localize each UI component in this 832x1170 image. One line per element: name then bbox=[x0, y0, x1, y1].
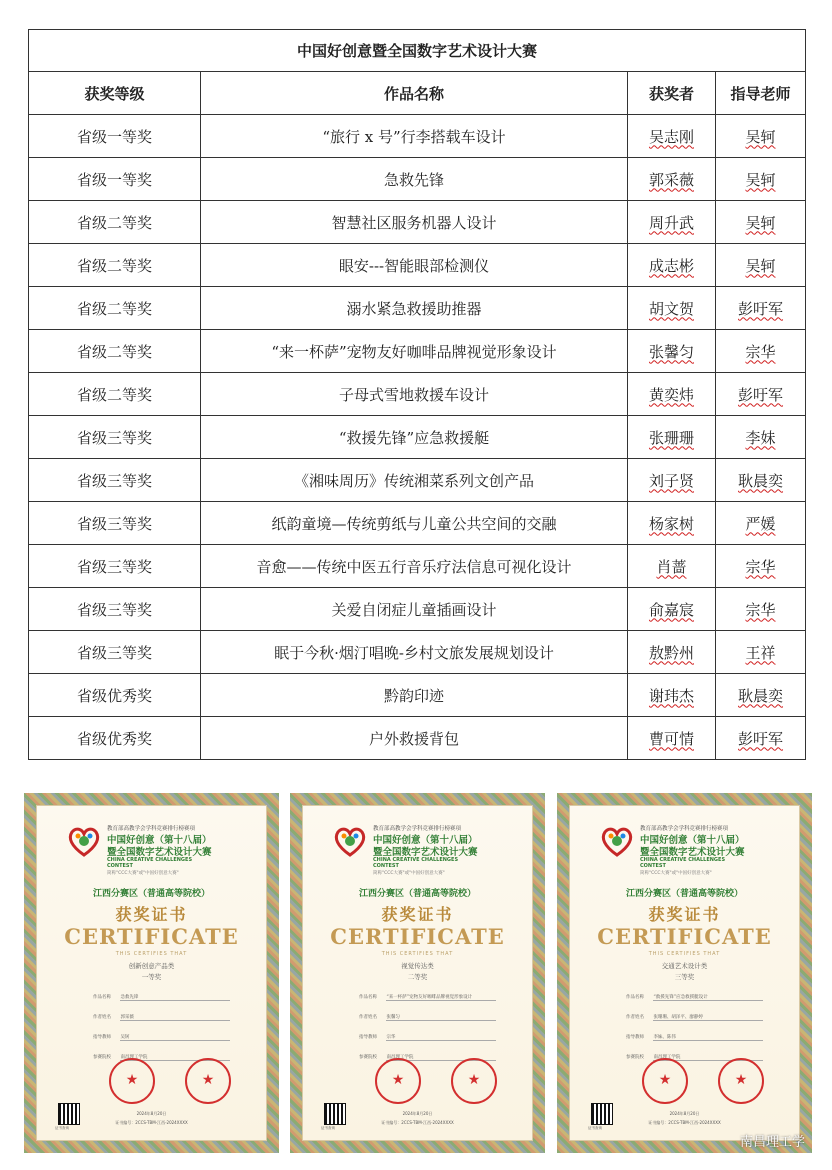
table-row bbox=[29, 201, 806, 244]
contest-name: 中国好创意（第十八届） bbox=[640, 835, 745, 846]
award-level-text: 省级三等奖 bbox=[76, 471, 152, 490]
certificate-title-cn: 获奖证书 bbox=[381, 905, 454, 924]
certificate-body bbox=[302, 805, 533, 1141]
award-level-text: 省级一等奖 bbox=[76, 127, 152, 146]
winner-text: 黄奕炜 bbox=[648, 385, 694, 404]
official-seal-icon: ★ bbox=[375, 1058, 421, 1104]
work-title-text: 子母式雪地救援车设计 bbox=[338, 385, 489, 404]
work-title-text: 户外救援背包 bbox=[368, 729, 459, 748]
work-title-cell bbox=[201, 459, 628, 502]
work-title-cell bbox=[201, 373, 628, 416]
winner-cell bbox=[628, 416, 716, 459]
award-level-text: 省级三等奖 bbox=[76, 600, 152, 619]
certifies-line: THIS CERTIFIES THAT bbox=[381, 951, 454, 957]
work-title-cell bbox=[201, 158, 628, 201]
organizer-line: 教育部高教学会学科竞赛排行榜赛项 bbox=[107, 826, 196, 832]
field-label: 作者姓名 bbox=[626, 1015, 644, 1020]
work-title-text: 溺水紧急救援助推器 bbox=[346, 299, 482, 318]
work-title-cell bbox=[201, 416, 628, 459]
certificate-field bbox=[359, 1034, 496, 1041]
award-level-text: 省级二等奖 bbox=[76, 256, 152, 275]
advisor-cell bbox=[716, 631, 806, 674]
award-level-text: 省级优秀奖 bbox=[76, 729, 152, 748]
award-level-text: 省级三等奖 bbox=[76, 643, 152, 662]
award-level-cell bbox=[29, 115, 201, 158]
qr-label: 证书查询 bbox=[321, 1126, 335, 1130]
award-level-text: 省级二等奖 bbox=[76, 385, 152, 404]
field-value: 宗华 bbox=[386, 1034, 496, 1041]
field-label: 作品名称 bbox=[626, 995, 644, 1000]
certificate-field bbox=[93, 1014, 230, 1021]
winner-text: 俞嘉宸 bbox=[648, 600, 694, 619]
winner-cell bbox=[628, 459, 716, 502]
advisor-text: 彭吁军 bbox=[738, 299, 784, 318]
advisor-text: 宗华 bbox=[745, 600, 776, 619]
work-title-text: “来一杯萨”宠物友好咖啡品牌视觉形象设计 bbox=[271, 342, 557, 361]
work-title-cell bbox=[201, 545, 628, 588]
table-row bbox=[29, 115, 806, 158]
award-level: 二等奖 bbox=[407, 973, 428, 981]
award-level-cell bbox=[29, 330, 201, 373]
official-seal-icon: ★ bbox=[109, 1058, 155, 1104]
contest-alias: 简称"CCC大赛"或"中国好创意大赛" bbox=[640, 871, 712, 876]
winner-text: 敖黔州 bbox=[648, 643, 694, 662]
field-value: 郭采薇 bbox=[120, 1014, 230, 1021]
column-header: 获奖者 bbox=[628, 72, 716, 115]
table-row bbox=[29, 545, 806, 588]
winner-cell bbox=[628, 674, 716, 717]
award-level-cell bbox=[29, 416, 201, 459]
certificate-title-cn: 获奖证书 bbox=[115, 905, 188, 924]
winner-cell bbox=[628, 201, 716, 244]
advisor-text: 吴轲 bbox=[745, 256, 776, 275]
winner-cell bbox=[628, 502, 716, 545]
winner-text: 曹可情 bbox=[648, 729, 694, 748]
official-seal-icon: ★ bbox=[451, 1058, 497, 1104]
award-level-cell bbox=[29, 459, 201, 502]
award-level-text: 省级二等奖 bbox=[76, 342, 152, 361]
advisor-text: 耿晨奕 bbox=[738, 471, 784, 490]
advisor-cell bbox=[716, 416, 806, 459]
contest-name-2: 暨全国数字艺术设计大赛 bbox=[640, 847, 745, 858]
table-row bbox=[29, 717, 806, 760]
table-row bbox=[29, 416, 806, 459]
field-value: 张珊珊、胡泽平、廖静婷 bbox=[653, 1014, 763, 1021]
award-level-text: 省级三等奖 bbox=[76, 428, 152, 447]
certificate-title-en: CERTIFICATE bbox=[597, 924, 772, 949]
advisor-cell bbox=[716, 459, 806, 502]
field-label: 指导教师 bbox=[359, 1035, 377, 1040]
advisor-text: 宗华 bbox=[745, 557, 776, 576]
contest-name-en: CHINA CREATIVE CHALLENGES CONTEST bbox=[640, 857, 726, 869]
field-label: 参赛院校 bbox=[93, 1055, 111, 1060]
certificate-field bbox=[626, 1034, 763, 1041]
certificate-field bbox=[93, 1034, 230, 1041]
advisor-text: 严媛 bbox=[745, 514, 776, 533]
winner-cell bbox=[628, 244, 716, 287]
advisor-cell bbox=[716, 158, 806, 201]
official-seal-icon: ★ bbox=[185, 1058, 231, 1104]
field-label: 参赛院校 bbox=[626, 1055, 644, 1060]
advisor-cell bbox=[716, 502, 806, 545]
contest-name: 中国好创意（第十八届） bbox=[107, 835, 212, 846]
certificate-card bbox=[24, 793, 279, 1153]
field-value: “救援先锋”应急救援艇设计 bbox=[653, 994, 763, 1001]
certificate-field bbox=[359, 994, 496, 1001]
advisor-text: 耿晨奕 bbox=[738, 686, 784, 705]
field-label: 指导教师 bbox=[93, 1035, 111, 1040]
work-title-text: 纸韵童境—传统剪纸与儿童公共空间的交融 bbox=[271, 514, 557, 533]
award-level: 三等奖 bbox=[674, 973, 695, 981]
certificate-field bbox=[93, 994, 230, 1001]
certificate-field bbox=[359, 1014, 496, 1021]
qr-label: 证书查询 bbox=[55, 1126, 69, 1130]
award-level-cell bbox=[29, 717, 201, 760]
certificate-card bbox=[557, 793, 812, 1153]
award-level-cell bbox=[29, 244, 201, 287]
table-row bbox=[29, 244, 806, 287]
contest-name: 中国好创意（第十八届） bbox=[373, 835, 478, 846]
work-title-cell bbox=[201, 201, 628, 244]
advisor-cell bbox=[716, 588, 806, 631]
organizer-line: 教育部高教学会学科竞赛排行榜赛项 bbox=[373, 826, 462, 832]
field-label: 作品名称 bbox=[93, 995, 111, 1000]
column-header: 指导老师 bbox=[716, 72, 806, 115]
division-label: 江西分赛区（普通高等院校） bbox=[358, 889, 476, 899]
advisor-cell bbox=[716, 674, 806, 717]
winner-text: 吴志刚 bbox=[648, 127, 694, 146]
certificate-body bbox=[569, 805, 800, 1141]
winner-cell bbox=[628, 588, 716, 631]
work-title-text: 音愈——传统中医五行音乐疗法信息可视化设计 bbox=[256, 557, 572, 576]
work-title-cell bbox=[201, 717, 628, 760]
field-value: 南昌理工学院 bbox=[653, 1054, 763, 1061]
advisor-cell bbox=[716, 330, 806, 373]
certificate-body bbox=[36, 805, 267, 1141]
field-label: 作品名称 bbox=[359, 995, 377, 1000]
work-title-text: 关爱自闭症儿童插画设计 bbox=[331, 600, 497, 619]
award-level-cell bbox=[29, 631, 201, 674]
award-level-cell bbox=[29, 545, 201, 588]
field-value: 吴轲 bbox=[120, 1034, 230, 1041]
winner-text: 张馨匀 bbox=[648, 342, 694, 361]
work-title-text: 眼安---智能眼部检测仪 bbox=[338, 256, 490, 275]
winner-cell bbox=[628, 115, 716, 158]
advisor-text: 吴轲 bbox=[745, 213, 776, 232]
winner-text: 张珊珊 bbox=[648, 428, 694, 447]
table-row bbox=[29, 502, 806, 545]
table-row bbox=[29, 158, 806, 201]
certificate-field bbox=[626, 1014, 763, 1021]
contest-alias: 简称"CCC大赛"或"中国好创意大赛" bbox=[373, 871, 445, 876]
winner-cell bbox=[628, 330, 716, 373]
winner-cell bbox=[628, 631, 716, 674]
division-label: 江西分赛区（普通高等院校） bbox=[625, 889, 743, 899]
work-title-cell bbox=[201, 244, 628, 287]
division-label: 江西分赛区（普通高等院校） bbox=[92, 889, 210, 899]
certificate-serial: 证书编号：2CCS-TBM-江西-2024XXXX bbox=[381, 1120, 454, 1125]
work-title-cell bbox=[201, 330, 628, 373]
advisor-text: 吴轲 bbox=[745, 127, 776, 146]
advisor-cell bbox=[716, 115, 806, 158]
winner-text: 周升武 bbox=[648, 213, 694, 232]
work-title-cell bbox=[201, 674, 628, 717]
award-level-text: 省级一等奖 bbox=[76, 170, 152, 189]
watermark: 南昌理工学 bbox=[740, 1135, 806, 1150]
field-value: 李妹、陈伟 bbox=[653, 1034, 763, 1041]
work-title-cell bbox=[201, 588, 628, 631]
award-level-cell bbox=[29, 158, 201, 201]
table-title: 中国好创意暨全国数字艺术设计大赛 bbox=[29, 30, 806, 72]
award-level-text: 省级优秀奖 bbox=[76, 686, 152, 705]
award-category: 创新创意产品类 bbox=[128, 962, 175, 970]
winner-text: 杨家树 bbox=[648, 514, 694, 533]
contest-logo-icon bbox=[333, 824, 367, 858]
award-level-cell bbox=[29, 502, 201, 545]
contest-name-en: CHINA CREATIVE CHALLENGES CONTEST bbox=[107, 857, 193, 869]
winner-text: 郭采薇 bbox=[648, 170, 694, 189]
certificate-title-en: CERTIFICATE bbox=[330, 924, 505, 949]
winner-text: 刘子贤 bbox=[648, 471, 694, 490]
advisor-cell bbox=[716, 545, 806, 588]
table-row bbox=[29, 588, 806, 631]
award-level-cell bbox=[29, 201, 201, 244]
winner-cell bbox=[628, 545, 716, 588]
issue-date: 2024年8月20日 bbox=[402, 1111, 433, 1116]
certificate-serial: 证书编号：2CCS-TBM-江西-2024XXXX bbox=[115, 1120, 188, 1125]
advisor-text: 宗华 bbox=[745, 342, 776, 361]
award-level-text: 省级二等奖 bbox=[76, 213, 152, 232]
award-level-cell bbox=[29, 588, 201, 631]
table-row bbox=[29, 330, 806, 373]
table-row bbox=[29, 287, 806, 330]
advisor-text: 李妹 bbox=[745, 428, 776, 447]
field-value: 急救先锋 bbox=[120, 994, 230, 1001]
award-level: 一等奖 bbox=[141, 973, 162, 981]
official-seal-icon: ★ bbox=[642, 1058, 688, 1104]
advisor-text: 吴轲 bbox=[745, 170, 776, 189]
winner-text: 成志彬 bbox=[648, 256, 694, 275]
winner-cell bbox=[628, 158, 716, 201]
field-value: 南昌理工学院 bbox=[120, 1054, 230, 1061]
certificate-serial: 证书编号：2CCS-TBM-江西-2024XXXX bbox=[648, 1120, 721, 1125]
field-value: 张馨匀 bbox=[386, 1014, 496, 1021]
award-level-cell bbox=[29, 373, 201, 416]
winner-text: 胡文贺 bbox=[648, 299, 694, 318]
work-title-text: “旅行 x 号”行李搭载车设计 bbox=[322, 127, 506, 146]
contest-alias: 简称"CCC大赛"或"中国好创意大赛" bbox=[107, 871, 179, 876]
table-body bbox=[29, 115, 806, 760]
work-title-cell bbox=[201, 115, 628, 158]
field-label: 指导教师 bbox=[626, 1035, 644, 1040]
table-row bbox=[29, 373, 806, 416]
advisor-text: 彭吁军 bbox=[738, 729, 784, 748]
contest-name-2: 暨全国数字艺术设计大赛 bbox=[373, 847, 478, 858]
certificate-title-cn: 获奖证书 bbox=[648, 905, 721, 924]
contest-logo-icon bbox=[600, 824, 634, 858]
qr-label: 证书查询 bbox=[588, 1126, 602, 1130]
advisor-cell bbox=[716, 201, 806, 244]
advisor-text: 彭吁军 bbox=[738, 385, 784, 404]
certificate-card bbox=[290, 793, 545, 1153]
work-title-cell bbox=[201, 502, 628, 545]
organizer-line: 教育部高教学会学科竞赛排行榜赛项 bbox=[640, 826, 729, 832]
work-title-text: 眠于今秋·烟汀唱晚-乡村文旅发展规划设计 bbox=[274, 643, 554, 662]
field-label: 参赛院校 bbox=[359, 1055, 377, 1060]
column-header: 作品名称 bbox=[201, 72, 628, 115]
award-level-text: 省级三等奖 bbox=[76, 557, 152, 576]
winner-cell bbox=[628, 373, 716, 416]
contest-name-2: 暨全国数字艺术设计大赛 bbox=[107, 847, 212, 858]
table-row bbox=[29, 459, 806, 502]
table-header-row bbox=[29, 72, 806, 115]
issue-date: 2024年8月20日 bbox=[669, 1111, 700, 1116]
table-row bbox=[29, 674, 806, 717]
contest-name-en: CHINA CREATIVE CHALLENGES CONTEST bbox=[373, 857, 459, 869]
advisor-cell bbox=[716, 717, 806, 760]
work-title-cell bbox=[201, 287, 628, 330]
field-label: 作者姓名 bbox=[93, 1015, 111, 1020]
certificate-title-en: CERTIFICATE bbox=[64, 924, 239, 949]
award-level-text: 省级二等奖 bbox=[76, 299, 152, 318]
issue-date: 2024年8月20日 bbox=[136, 1111, 167, 1116]
award-table bbox=[28, 29, 806, 760]
field-value: “来一杯萨”宠物友好咖啡品牌视觉形象设计 bbox=[386, 994, 496, 1001]
winner-cell bbox=[628, 717, 716, 760]
advisor-cell bbox=[716, 373, 806, 416]
contest-logo-icon bbox=[67, 824, 101, 858]
table-row bbox=[29, 631, 806, 674]
work-title-text: 《湘味周历》传统湘菜系列文创产品 bbox=[293, 471, 534, 490]
winner-text: 谢玮杰 bbox=[648, 686, 694, 705]
winner-text: 肖蔷 bbox=[656, 557, 687, 576]
column-header: 获奖等级 bbox=[29, 72, 201, 115]
work-title-cell bbox=[201, 631, 628, 674]
certificate-field bbox=[626, 994, 763, 1001]
work-title-text: “救援先锋”应急救援艇 bbox=[338, 428, 490, 447]
award-level-text: 省级三等奖 bbox=[76, 514, 152, 533]
work-title-text: 智慧社区服务机器人设计 bbox=[331, 213, 497, 232]
work-title-text: 黔韵印迹 bbox=[383, 686, 444, 705]
advisor-cell bbox=[716, 244, 806, 287]
advisor-cell bbox=[716, 287, 806, 330]
work-title-text: 急救先锋 bbox=[383, 170, 444, 189]
advisor-text: 王祥 bbox=[745, 643, 776, 662]
winner-cell bbox=[628, 287, 716, 330]
field-value: 南昌理工学院 bbox=[386, 1054, 496, 1061]
award-category: 视觉传达类 bbox=[401, 962, 434, 970]
certifies-line: THIS CERTIFIES THAT bbox=[115, 951, 188, 957]
field-label: 作者姓名 bbox=[359, 1015, 377, 1020]
award-level-cell bbox=[29, 287, 201, 330]
award-level-cell bbox=[29, 674, 201, 717]
award-category: 交通艺术设计类 bbox=[661, 962, 708, 970]
certifies-line: THIS CERTIFIES THAT bbox=[648, 951, 721, 957]
official-seal-icon: ★ bbox=[718, 1058, 764, 1104]
